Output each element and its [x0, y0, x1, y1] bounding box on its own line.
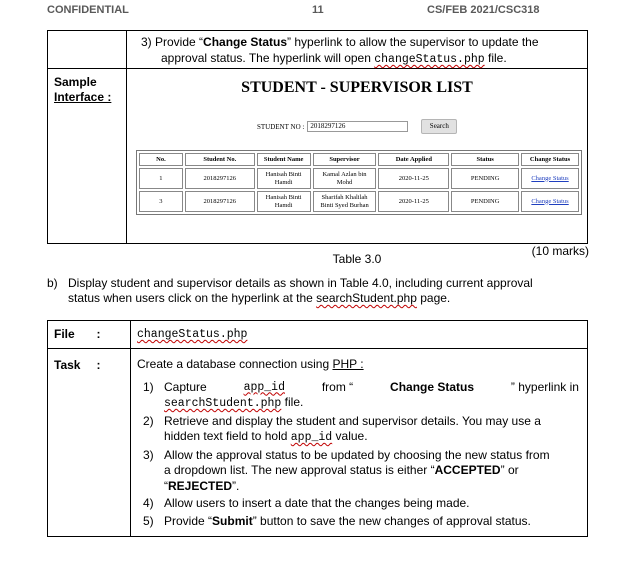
search-button[interactable]: Search: [421, 119, 457, 134]
col-no: No.: [139, 153, 183, 166]
task-colon: :: [96, 358, 101, 372]
list-item: 4) Allow users to insert a date that the changes being made.: [143, 496, 470, 510]
col-supervisor: Supervisor: [313, 153, 377, 166]
table-header-row: [139, 153, 579, 166]
file-name: changeStatus.php: [374, 53, 485, 66]
col-status: Status: [451, 153, 519, 166]
task-list: [137, 380, 579, 530]
search-input[interactable]: 2018297126: [307, 121, 408, 132]
col-student-name: Student Name: [257, 153, 311, 166]
task-intro: Create a database connection using PHP :: [137, 357, 364, 371]
list-item: 2) Retrieve and display the student and supervisor details. You may use a hidden text field to hold app_id value.: [143, 413, 541, 444]
table-row: 3 2018297126 Hanisah Binti Hamdi Sharifah Khalilah Binti Syed Burhan 2020-11-25 PENDING Change Status: [139, 191, 579, 212]
q3-line1: 3) Provide “Change Status” hyperlink to allow the supervisor to update the: [141, 35, 539, 49]
marks: (10 marks): [531, 244, 589, 258]
table-caption: Table 3.0: [332, 252, 382, 266]
list-item: 5) Provide “Submit” button to save the new changes of approval status.: [143, 513, 531, 528]
php-link: PHP :: [332, 357, 364, 371]
file-colon: :: [96, 327, 101, 341]
file-label: File: [54, 327, 75, 341]
interface-label: Interface :: [54, 90, 112, 104]
table-row: 1 2018297126 Hanisah Binti Hamdi Kamal Azlan bin Mohd 2020-11-25 PENDING Change Status: [139, 168, 579, 189]
search-student-file: searchStudent.php: [316, 291, 417, 305]
student-supervisor-table: [136, 150, 582, 215]
header-left: CONFIDENTIAL: [47, 4, 129, 16]
q3-line2: approval status. The hyperlink will open changeStatus.php file.: [161, 51, 507, 66]
list-item: 1) Capture app_id from “ Change Status ” hyperlink in searchStudent.php file.: [143, 379, 579, 410]
part-b-label: b): [47, 276, 58, 290]
change-status-link[interactable]: Change Status: [531, 174, 569, 182]
spec-table: [47, 320, 588, 537]
search-label: STUDENT NO :: [257, 122, 305, 131]
col-student-no: Student No.: [185, 153, 255, 166]
header-page-number: 11: [312, 4, 324, 16]
header-right: CS/FEB 2021/CSC318: [427, 4, 540, 16]
change-status-link[interactable]: Change Status: [531, 197, 569, 205]
search-bar: [257, 119, 457, 134]
task-label: Task: [54, 358, 81, 372]
col-change-status: Change Status: [521, 153, 579, 166]
interface-title: STUDENT - SUPERVISOR LIST: [241, 79, 473, 96]
spec-file-name: changeStatus.php: [137, 328, 248, 341]
col-date-applied: Date Applied: [378, 153, 449, 166]
part-b-text: Display student and supervisor details as shown in Table 4.0, including current approval status when users click on the hyperlink at the searchStudent.php page.: [68, 276, 533, 305]
sample-label: Sample: [54, 75, 97, 89]
list-item: 3) Allow the approval status to be updated by choosing the new status from a dropdown list. The new approval status is either “ACCEPTED” or “REJECTED”.: [143, 447, 550, 493]
